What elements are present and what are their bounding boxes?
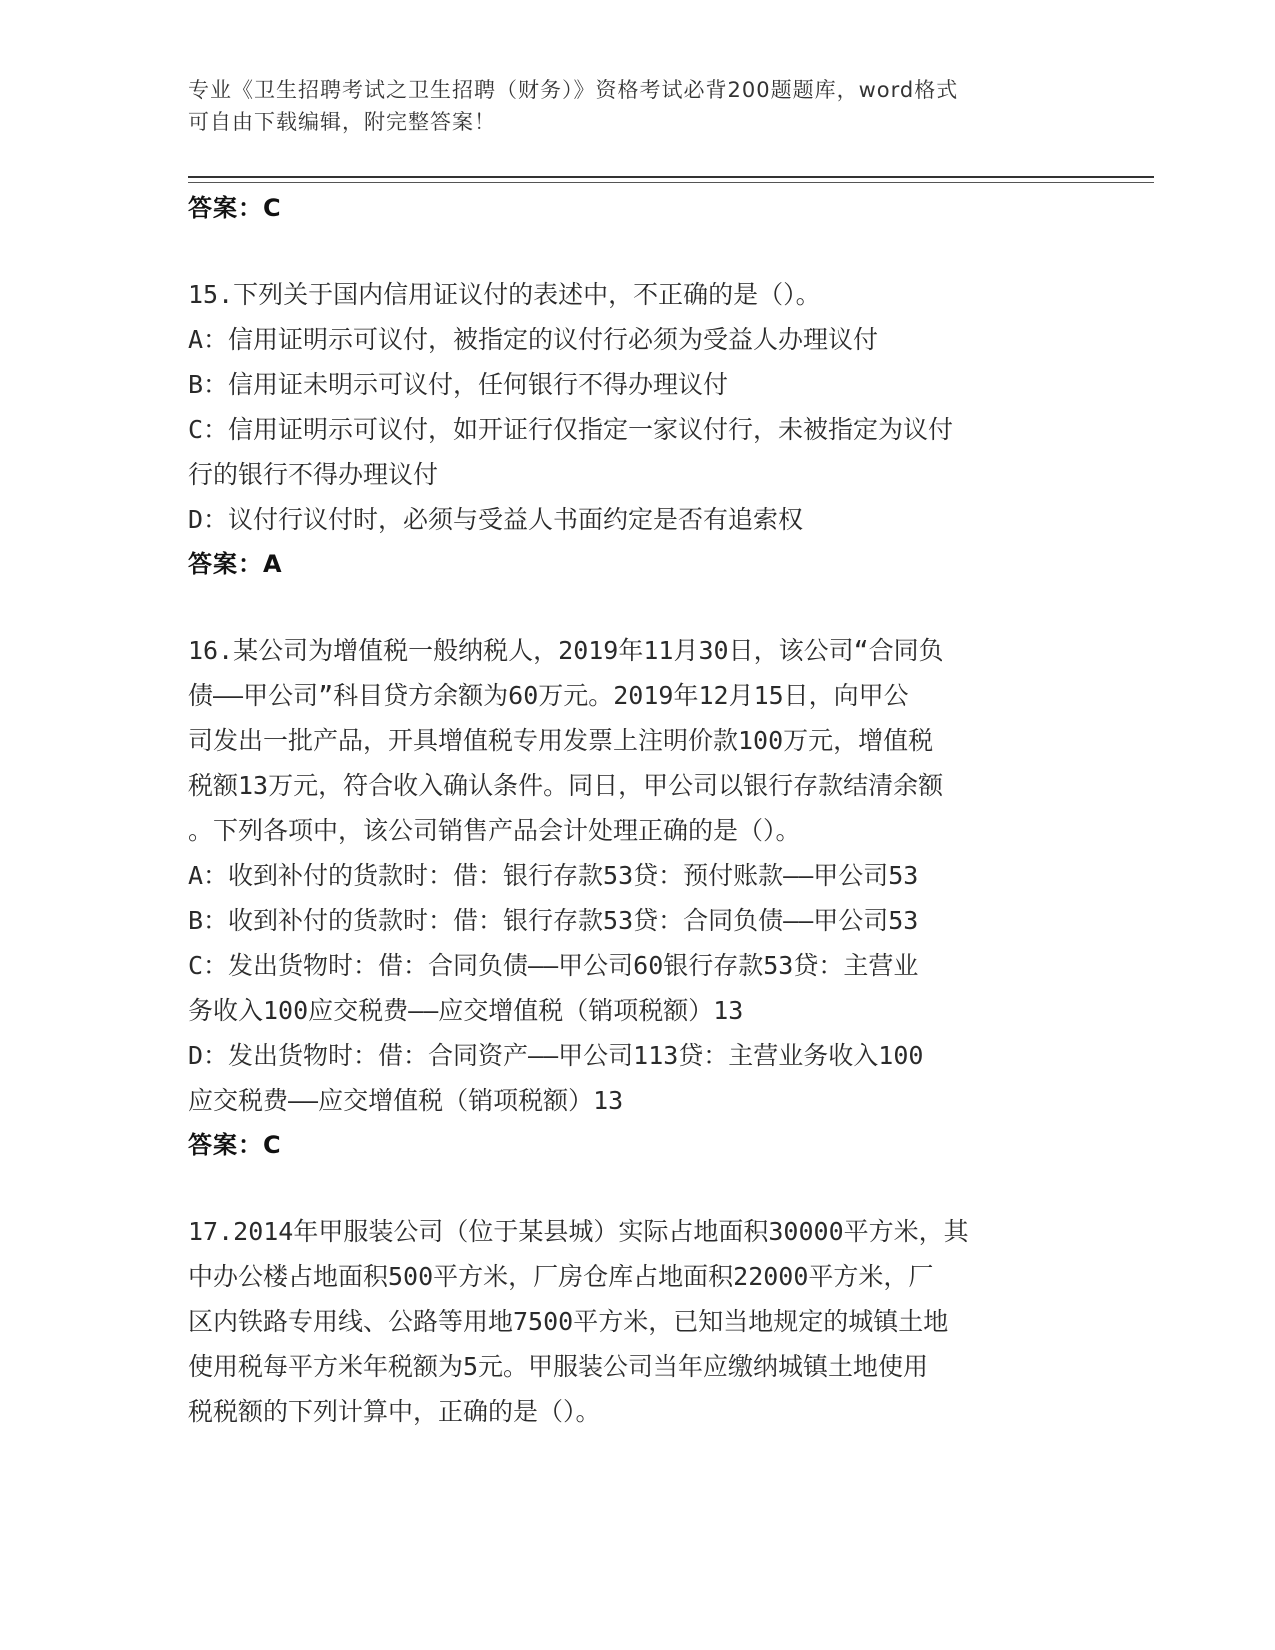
- question-15-option-b: B：信用证未明示可议付，任何银行不得办理议付: [188, 370, 729, 399]
- question-17-stem-line-4: 使用税每平方米年税额为5元。甲服装公司当年应缴纳城镇土地使用: [188, 1352, 929, 1381]
- question-16: [188, 628, 1088, 1167]
- question-16-stem-line-5: 。下列各项中，该公司销售产品会计处理正确的是（）。: [188, 816, 801, 845]
- question-16-answer: 答案：C: [188, 1131, 282, 1159]
- question-15-option-d: D：议付行议付时，必须与受益人书面约定是否有追索权: [188, 505, 804, 534]
- question-15-answer: 答案：A: [188, 550, 283, 578]
- question-16-stem-line-4: 税额13万元，符合收入确认条件。同日，甲公司以银行存款结清余额: [188, 771, 944, 800]
- question-17-stem-line-1: 17.2014年甲服装公司（位于某县城）实际占地面积30000平方米，其: [188, 1217, 969, 1246]
- spacer: [188, 586, 1088, 628]
- question-16-option-b: B：收到补付的货款时：借：银行存款53贷：合同负债——甲公司53: [188, 906, 919, 935]
- question-16-option-d-line-1: D：发出货物时：借：合同资产——甲公司113贷：主营业务收入100: [188, 1041, 924, 1070]
- question-15-stem: 15.下列关于国内信用证议付的表述中，不正确的是（）。: [188, 280, 821, 309]
- question-16-option-d-line-2: 应交税费——应交增值税（销项税额）13: [188, 1086, 624, 1115]
- question-15-option-a: A：信用证明示可议付，被指定的议付行必须为受益人办理议付: [188, 325, 879, 354]
- header-title-line-2: 可自由下载编辑，附完整答案！: [188, 110, 496, 134]
- question-16-option-c-line-1: C：发出货物时：借：合同负债——甲公司60银行存款53贷：主营业: [188, 951, 919, 980]
- question-15-option-c-line-1: C：信用证明示可议付，如开证行仅指定一家议付行，未被指定为议付: [188, 415, 954, 444]
- question-15: [188, 272, 1088, 586]
- question-17-stem-line-2: 中办公楼占地面积500平方米，厂房仓库占地面积22000平方米，厂: [188, 1262, 934, 1291]
- page-header: [188, 74, 1068, 138]
- question-15-option-c-line-2: 行的银行不得办理议付: [188, 460, 439, 489]
- question-16-stem-line-2: 债——甲公司”科目贷方余额为60万元。2019年12月15日，向甲公: [188, 681, 909, 710]
- question-17-stem-line-5: 税税额的下列计算中，正确的是（）。: [188, 1397, 601, 1426]
- header-divider-thin: [188, 182, 1154, 183]
- question-17-stem-line-3: 区内铁路专用线、公路等用地7500平方米，已知当地规定的城镇土地: [188, 1307, 949, 1336]
- header-title-line-1: 专业《卫生招聘考试之卫生招聘（财务）》资格考试必背200题题库，word格式: [188, 78, 959, 102]
- question-16-option-a: A：收到补付的货款时：借：银行存款53贷：预付账款——甲公司53: [188, 861, 919, 890]
- header-divider-thick: [188, 176, 1154, 178]
- question-16-option-c-line-2: 务收入100应交税费——应交增值税（销项税额）13: [188, 996, 744, 1025]
- document-body: [188, 186, 1088, 1434]
- question-17: [188, 1209, 1088, 1434]
- question-16-stem-line-1: 16.某公司为增值税一般纳税人，2019年11月30日，该公司“合同负: [188, 636, 944, 665]
- spacer: [188, 230, 1088, 272]
- previous-question-answer: 答案：C: [188, 194, 282, 222]
- spacer: [188, 1167, 1088, 1209]
- question-16-stem-line-3: 司发出一批产品，开具增值税专用发票上注明价款100万元，增值税: [188, 726, 934, 755]
